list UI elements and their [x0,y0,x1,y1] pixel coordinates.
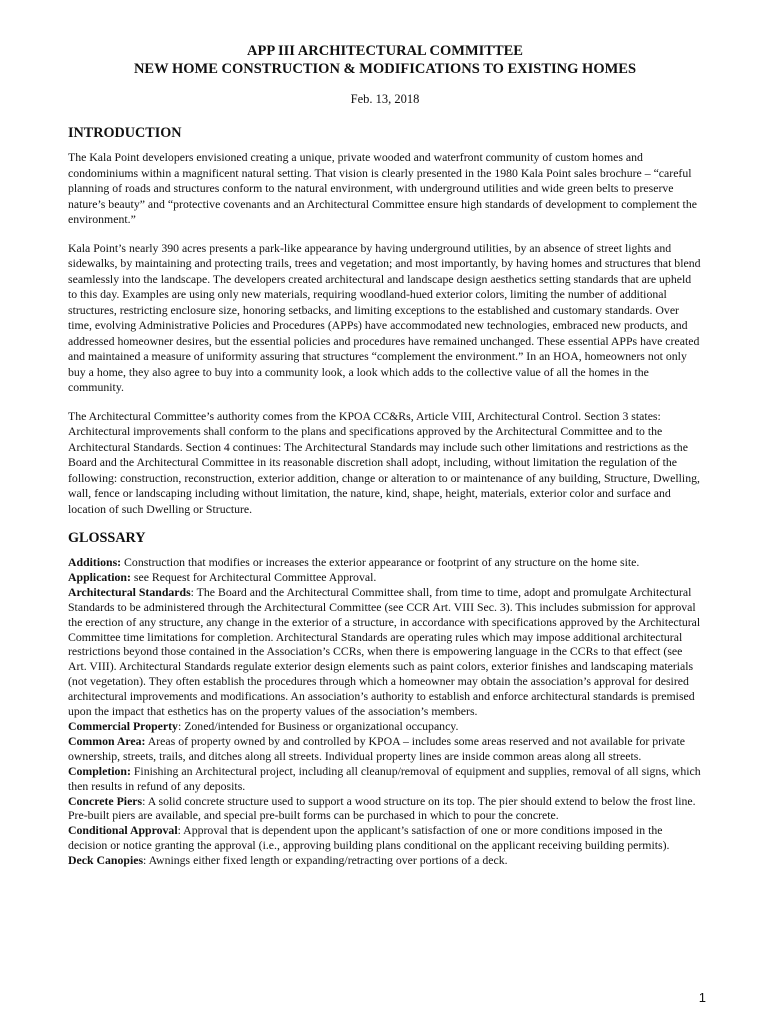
glossary-definition: : Awnings either fixed length or expanding/retracting over portions of a deck. [143,853,508,868]
glossary-entry [68,794,702,824]
glossary-definition: see Request for Architectural Committee Approval. [130,569,377,584]
introduction-section [68,125,702,517]
document-title [68,42,702,78]
glossary-entry [68,734,702,764]
glossary-term: Commercial Property [68,718,178,733]
glossary-term: Concrete Piers [68,793,143,808]
glossary-heading: GLOSSARY [68,530,146,546]
glossary-term: Common Area: [68,733,146,748]
title-line-2: NEW HOME CONSTRUCTION & MODIFICATIONS TO EXISTING HOMES [133,61,637,77]
glossary-term: Completion: [68,763,131,778]
glossary-term: Deck Canopies [68,853,144,868]
glossary-term: Conditional Approval [68,823,178,838]
glossary-definition: : A solid concrete structure used to support a wood structure on its top. The pier should extend to below the frost line. Pre-built piers are available, and special pre-built forms can be purchased in which to pour the concrete. [68,793,696,823]
title-line-1: APP III ARCHITECTURAL COMMITTEE [247,43,523,59]
glossary-term: Application: [68,569,131,584]
introduction-heading: INTRODUCTION [68,125,182,141]
glossary-term: Architectural Standards [68,584,191,599]
glossary-entry [68,764,702,794]
glossary-entry [68,719,702,734]
document-date: Feb. 13, 2018 [350,92,420,106]
glossary-definition: Construction that modifies or increases the exterior appearance or footprint of any structure on the home site. [121,555,640,569]
glossary-definition: Areas of property owned by and controlled by KPOA – includes some areas reserved and not available for private ownership, streets, trails, and ditches along all streets. Individual property lines are inside common areas along all streets. [68,733,685,763]
glossary-section [68,530,702,868]
glossary-entry [68,853,702,868]
glossary-entry [68,570,702,585]
intro-paragraph: The Architectural Committee’s authority comes from the KPOA CC&Rs, Article VIII, Architectural Control. Section 3 states: Architectural improvements shall conform to the plans and specifications approved by the Architectural Committee and to the Architectural Standards. Section 4 continues: The Architectural Standards may include such other limitations and restrictions as the Board and the Architectural Committee in its reasonable discretion shall adopt, including, without limitation the regulation of the following: construction, reconstruction, exterior addition, change or alteration to or maintenance of any building, Structure, Dwelling, wall, fence or landscaping including without limitation, the nature, kind, shape, height, materials, exterior color and surface and location of such Dwelling or Structure. [68,408,700,516]
intro-paragraph: Kala Point’s nearly 390 acres presents a park-like appearance by having underground utilities, by an absence of street lights and sidewalks, by maintaining and protecting trails, trees and vegetation; and most importantly, by having homes and structures that blend seamlessly into the landscape. The developers created architectural and landscape design aesthetics setting standards that are upheld to this day. Examples are using only new materials, requiring woodland-hued exterior colors, limiting the number of additional structures, restricting enclosure size, honoring setbacks, and limiting exceptions to the established and customary standards. Over time, evolving Administrative Policies and Procedures (APPs) have accommodated new technologies, embraced new products, and addressed homeowner desires, but the essential policies and procedures have remained unchanged. These essential APPs have created and maintained a measure of uniformity assuring that structures “complement the environment.” In an HOA, homeowners not only buy a home, they also agree to buy into a community look, a look which adds to the collective value of all the homes in the community. [68,240,701,394]
glossary-entry [68,555,702,570]
glossary-definition: : Approval that is dependent upon the applicant’s satisfaction of one or more conditions imposed in the decision or notice granting the approval (i.e., approving building plans conditional on the applicant receiving building permits). [68,823,670,853]
glossary-entry [68,823,702,853]
glossary-entry [68,585,702,719]
glossary-definition: Finishing an Architectural project, including all cleanup/removal of equipment and supplies, removal of all signs, which then results in refund of any deposits. [68,763,701,793]
page-number: 1 [698,990,706,1005]
intro-paragraph: The Kala Point developers envisioned creating a unique, private wooded and waterfront community of custom homes and condominiums within a magnificent natural setting. That vision is clearly presented in the 1980 Kala Point sales brochure – “careful planning of roads and structures conform to the natural environment, with underground utilities and wide green belts to preserve nature’s beauty” and “protective covenants and an Architectural Committee ensure high standards of development to complement the environment.” [68,150,697,226]
glossary-term: Additions: [68,555,122,569]
glossary-definition: : Zoned/intended for Business or organizational occupancy. [177,718,459,733]
glossary-definition: : The Board and the Architectural Committee shall, from time to time, adopt and promulgate Architectural Standards to be administered through the Architectural Committee (see CCR Art. VIII Sec. 3). This includes submission for approval the erection of any structure, any change in the exterior of a structure, in accordance with specifications approved by the Architectural Committee time limitations for completion. Architectural Standards are operating rules which may impose additional architectural restrictions beyond those contained in the Association’s CCRs, when there is empowering language in the CCRs to that effect (see Art. VIII). Architectural Standards regulate exterior design elements such as paint colors, exterior finishes and landscaping materials (not vegetation). They often establish the procedures through which a homeowner may obtain the association’s approval for desired architectural improvements and modifications. An association’s authority to establish and enforce architectural standards is premised upon the impact that esthetics has on the property values of the association’s members. [68,584,701,719]
